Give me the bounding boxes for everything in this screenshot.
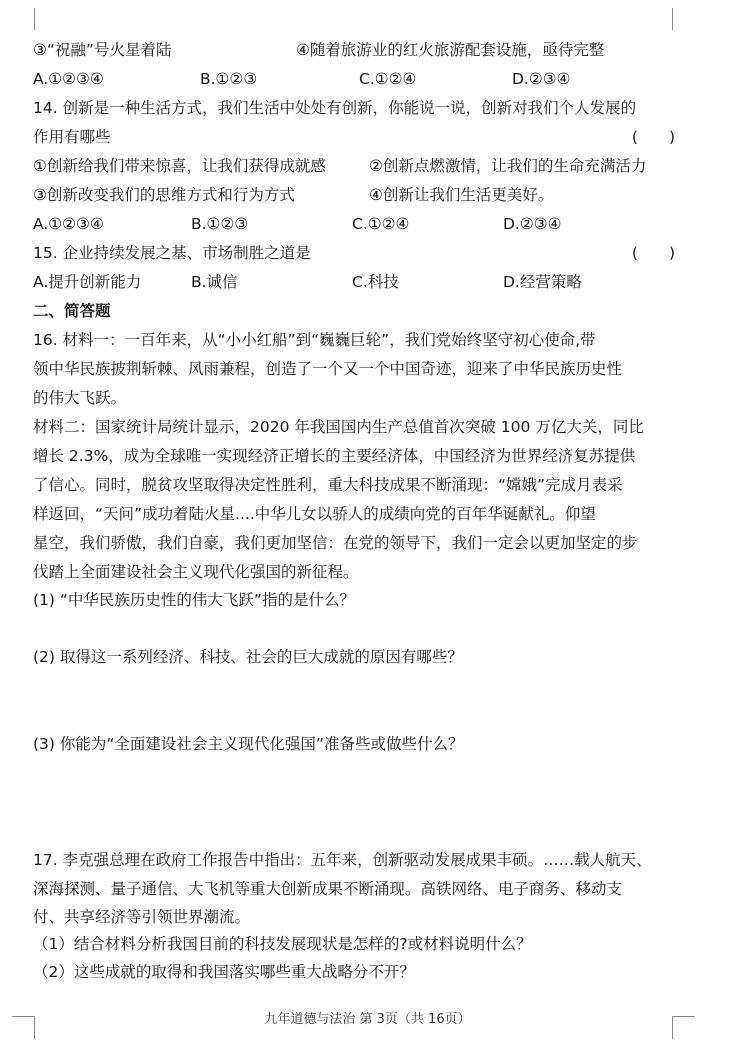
q16-material-2-line: 样返回，“天问”成功着陆火星....中华儿女以骄人的成绩向党的百年华诞献礼。仰望: [33, 505, 596, 523]
q16-material-1-line: 领中华民族披荆斩棘、风雨兼程，创造了一个又一个中国奇迹，迎来了中华民族历史性: [33, 360, 623, 378]
q16-material-2-line: 伐踏上全面建设社会主义现代化强国的新征程。: [33, 563, 359, 581]
q16-material-2-line: 增长 2.3%，成为全球唯一实现经济正增长的主要经济体，中国经济为世界经济复苏提供: [33, 447, 636, 465]
q16-material-1-line: 16. 材料一：一百年来，从“小小红船”到“巍巍巨轮”，我们党始终坚守初心使命,带: [33, 331, 596, 349]
q14-item-1: ①创新给我们带来惊喜，让我们获得成就感: [33, 157, 326, 175]
q17-subquestion-1: （1）结合材料分析我国目前的科技发展现状是怎样的?或材料说明什么？: [33, 935, 532, 953]
q13-option-c: C.①②④: [359, 70, 417, 88]
q15-option-a: A.提升创新能力: [33, 273, 142, 291]
q13-item-4: ④随着旅游业的红火旅游配套设施，亟待完整: [296, 41, 605, 59]
q13-option-d: D.②③④: [512, 70, 571, 88]
q15-stem: 15. 企业持续发展之基、市场制胜之道是: [33, 244, 311, 262]
page-footer: 九年道德与法治 第 3页（共 16页）: [264, 1012, 471, 1027]
q16-subquestion-2: (2) 取得这一系列经济、科技、社会的巨大成就的原因有哪些？: [33, 648, 463, 666]
q15-answer-paren: ( ): [631, 244, 675, 262]
q14-option-c: C.①②④: [352, 215, 410, 233]
q17-stem-line: 深海探测、量子通信、大飞机等重大创新成果不断涌现。高铁网络、电子商务、移动支: [33, 880, 623, 898]
q16-material-2-line: 了信心。同时，脱贫攻坚取得决定性胜利，重大科技成果不断涌现：“嫦娥”完成月表采: [33, 476, 623, 494]
q14-stem-line-2: 作用有哪些: [33, 128, 111, 146]
q13-option-a: A.①②③④: [33, 70, 104, 88]
q17-stem-line: 17. 李克强总理在政府工作报告中指出：五年来，创新驱动发展成果丰硕。……载人航天、: [33, 851, 652, 869]
q13-item-3: ③“祝融”号火星着陆: [33, 41, 172, 59]
crop-mark-top-right: [672, 8, 695, 30]
q17-stem-line: 付、共享经济等引领世界潮流。: [33, 908, 251, 926]
q14-option-d: D.②③④: [503, 215, 562, 233]
q14-stem-line-1: 14. 创新是一种生活方式，我们生活中处处有创新，你能说一说，创新对我们个人发展的: [33, 99, 637, 117]
q13-option-b: B.①②③: [200, 70, 258, 88]
section-heading: 二、简答题: [33, 302, 111, 320]
q15-option-d: D.经营策略: [503, 273, 582, 291]
q14-item-3: ③创新改变我们的思维方式和行为方式: [33, 186, 295, 204]
q14-item-4: ④创新让我们生活更美好。: [369, 186, 554, 204]
q16-material-1-line: 的伟大飞跃。: [33, 389, 127, 407]
q17-subquestion-2: （2）这些成就的取得和我国落实哪些重大战略分不开？: [33, 963, 415, 981]
q14-option-a: A.①②③④: [33, 215, 104, 233]
q16-material-2-line: 材料二：国家统计局统计显示，2020 年我国国内生产总值首次突破 100 万亿大关，同比: [33, 418, 644, 436]
q14-item-2: ②创新点燃激情，让我们的生命充满活力: [369, 157, 647, 175]
q16-subquestion-3: (3) 你能为“全面建设社会主义现代化强国”准备些或做些什么？: [33, 735, 464, 753]
q14-option-b: B.①②③: [191, 215, 249, 233]
q14-answer-paren: ( ): [631, 128, 675, 146]
crop-mark-top-left: [12, 8, 35, 30]
q16-subquestion-1: (1) “中华民族历史性的伟大飞跃”指的是什么？: [33, 591, 355, 609]
q15-option-b: B.诚信: [191, 273, 238, 291]
q16-material-2-line: 星空，我们骄傲，我们自豪，我们更加坚信：在党的领导下，我们一定会以更加坚定的步: [33, 534, 638, 552]
q15-option-c: C.科技: [352, 273, 399, 291]
